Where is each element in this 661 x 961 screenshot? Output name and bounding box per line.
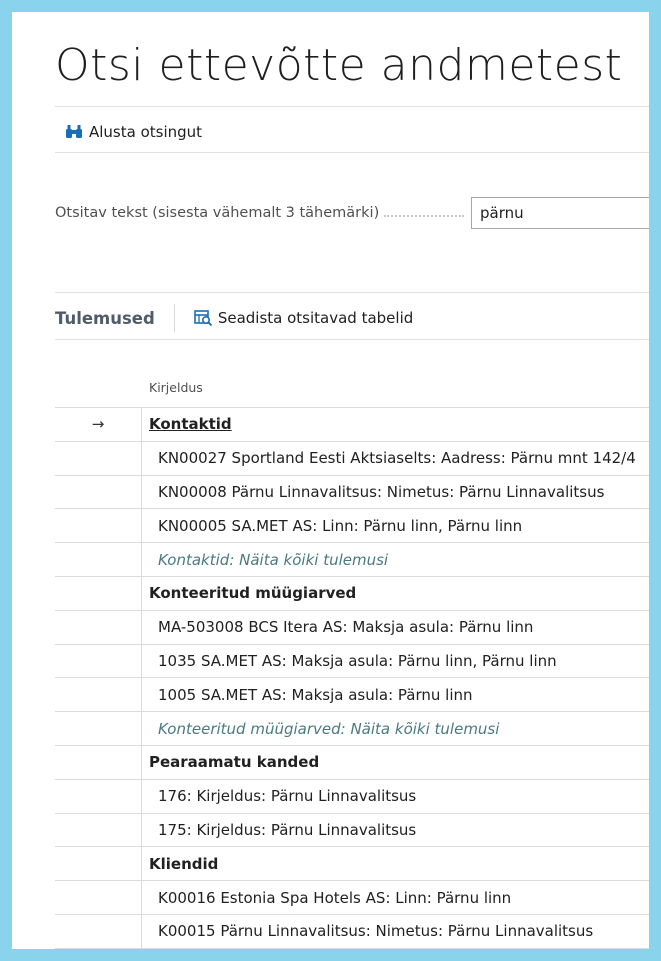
result-row[interactable]: [55, 610, 649, 644]
results-table: [55, 407, 649, 949]
result-text[interactable]: 175: Kirjeldus: Pärnu Linnavalitsus: [158, 820, 417, 839]
search-field-label: Otsitav tekst (sisesta vähemalt 3 tähemärki): [55, 205, 380, 221]
result-cell[interactable]: [142, 475, 650, 509]
group-title[interactable]: Kliendid: [149, 854, 219, 873]
result-row[interactable]: [55, 475, 649, 509]
result-row[interactable]: [55, 914, 649, 948]
results-toolbar: [55, 304, 413, 332]
setup-search-tables-button[interactable]: [194, 309, 413, 327]
binoculars-icon: [65, 124, 83, 140]
result-group-row[interactable]: [55, 408, 649, 442]
show-all-cell[interactable]: [142, 712, 650, 746]
search-input[interactable]: [471, 197, 649, 229]
result-text[interactable]: 176: Kirjeldus: Pärnu Linnavalitsus: [158, 787, 417, 806]
result-row[interactable]: [55, 441, 649, 475]
divider: [55, 152, 649, 153]
result-text[interactable]: KN00027 Sportland Eesti Aktsiaselts: Aadress: Pärnu mnt 142/4: [158, 449, 636, 468]
result-cell[interactable]: [142, 813, 650, 847]
result-row[interactable]: [55, 813, 649, 847]
result-text[interactable]: K00015 Pärnu Linnavalitsus: Nimetus: Pärnu Linnavalitsus: [158, 922, 594, 941]
result-cell[interactable]: [142, 509, 650, 543]
result-cell[interactable]: [142, 678, 650, 712]
column-header-description[interactable]: Kirjeldus: [149, 380, 203, 395]
result-cell[interactable]: [142, 610, 650, 644]
page-title: Otsi ettevõtte andmetest: [55, 40, 623, 91]
row-marker: [55, 576, 142, 610]
show-all-row[interactable]: [55, 712, 649, 746]
row-marker: [55, 779, 142, 813]
result-text[interactable]: MA-503008 BCS Itera AS: Maksja asula: Pärnu linn: [158, 618, 534, 637]
start-search-label: Alusta otsingut: [89, 123, 203, 141]
result-row[interactable]: [55, 881, 649, 915]
group-cell[interactable]: [142, 745, 650, 779]
result-row[interactable]: [55, 678, 649, 712]
search-page: [12, 12, 649, 949]
group-cell[interactable]: [142, 576, 650, 610]
row-marker: [55, 441, 142, 475]
result-text[interactable]: 1035 SA.MET AS: Maksja asula: Pärnu linn, Pärnu linn: [158, 651, 557, 670]
results-title: Tulemused: [55, 308, 155, 328]
divider: [55, 339, 649, 340]
group-cell[interactable]: [142, 847, 650, 881]
label-leader-dots: [384, 215, 464, 217]
result-row[interactable]: [55, 509, 649, 543]
row-marker: [55, 678, 142, 712]
result-group-row[interactable]: [55, 847, 649, 881]
group-title[interactable]: Konteeritud müügiarved: [149, 584, 357, 603]
group-title[interactable]: Pearaamatu kanded: [149, 753, 320, 772]
start-search-button[interactable]: [65, 121, 202, 143]
show-all-link[interactable]: Kontaktid: Näita kõiki tulemusi: [158, 550, 389, 569]
row-marker: [55, 475, 142, 509]
row-marker: [55, 813, 142, 847]
result-cell[interactable]: [142, 779, 650, 813]
group-cell[interactable]: [142, 408, 650, 442]
row-marker: →: [55, 408, 142, 442]
result-text[interactable]: 1005 SA.MET AS: Maksja asula: Pärnu linn: [158, 685, 473, 704]
result-cell[interactable]: [142, 881, 650, 915]
show-all-row[interactable]: [55, 543, 649, 577]
divider: [55, 106, 649, 107]
table-search-icon: [194, 310, 213, 327]
row-marker: [55, 543, 142, 577]
show-all-cell[interactable]: [142, 543, 650, 577]
result-text[interactable]: KN00008 Pärnu Linnavalitsus: Nimetus: Pärnu Linnavalitsus: [158, 482, 605, 501]
group-title[interactable]: Kontaktid: [149, 415, 232, 434]
result-group-row[interactable]: [55, 576, 649, 610]
row-marker: [55, 509, 142, 543]
result-text[interactable]: KN00005 SA.MET AS: Linn: Pärnu linn, Pärnu linn: [158, 516, 523, 535]
row-marker: [55, 745, 142, 779]
result-group-row[interactable]: [55, 745, 649, 779]
setup-search-tables-label: Seadista otsitavad tabelid: [217, 309, 414, 327]
toolbar-separator: [174, 304, 175, 332]
row-marker: [55, 712, 142, 746]
result-text[interactable]: K00016 Estonia Spa Hotels AS: Linn: Pärnu linn: [158, 888, 512, 907]
show-all-link[interactable]: Konteeritud müügiarved: Näita kõiki tulemusi: [158, 719, 500, 738]
result-cell[interactable]: [142, 914, 650, 948]
row-marker: [55, 644, 142, 678]
result-cell[interactable]: [142, 441, 650, 475]
row-marker: [55, 914, 142, 948]
row-marker: [55, 610, 142, 644]
result-row[interactable]: [55, 779, 649, 813]
result-cell[interactable]: [142, 644, 650, 678]
row-marker: [55, 847, 142, 881]
divider: [55, 292, 649, 293]
row-marker: [55, 881, 142, 915]
result-row[interactable]: [55, 644, 649, 678]
